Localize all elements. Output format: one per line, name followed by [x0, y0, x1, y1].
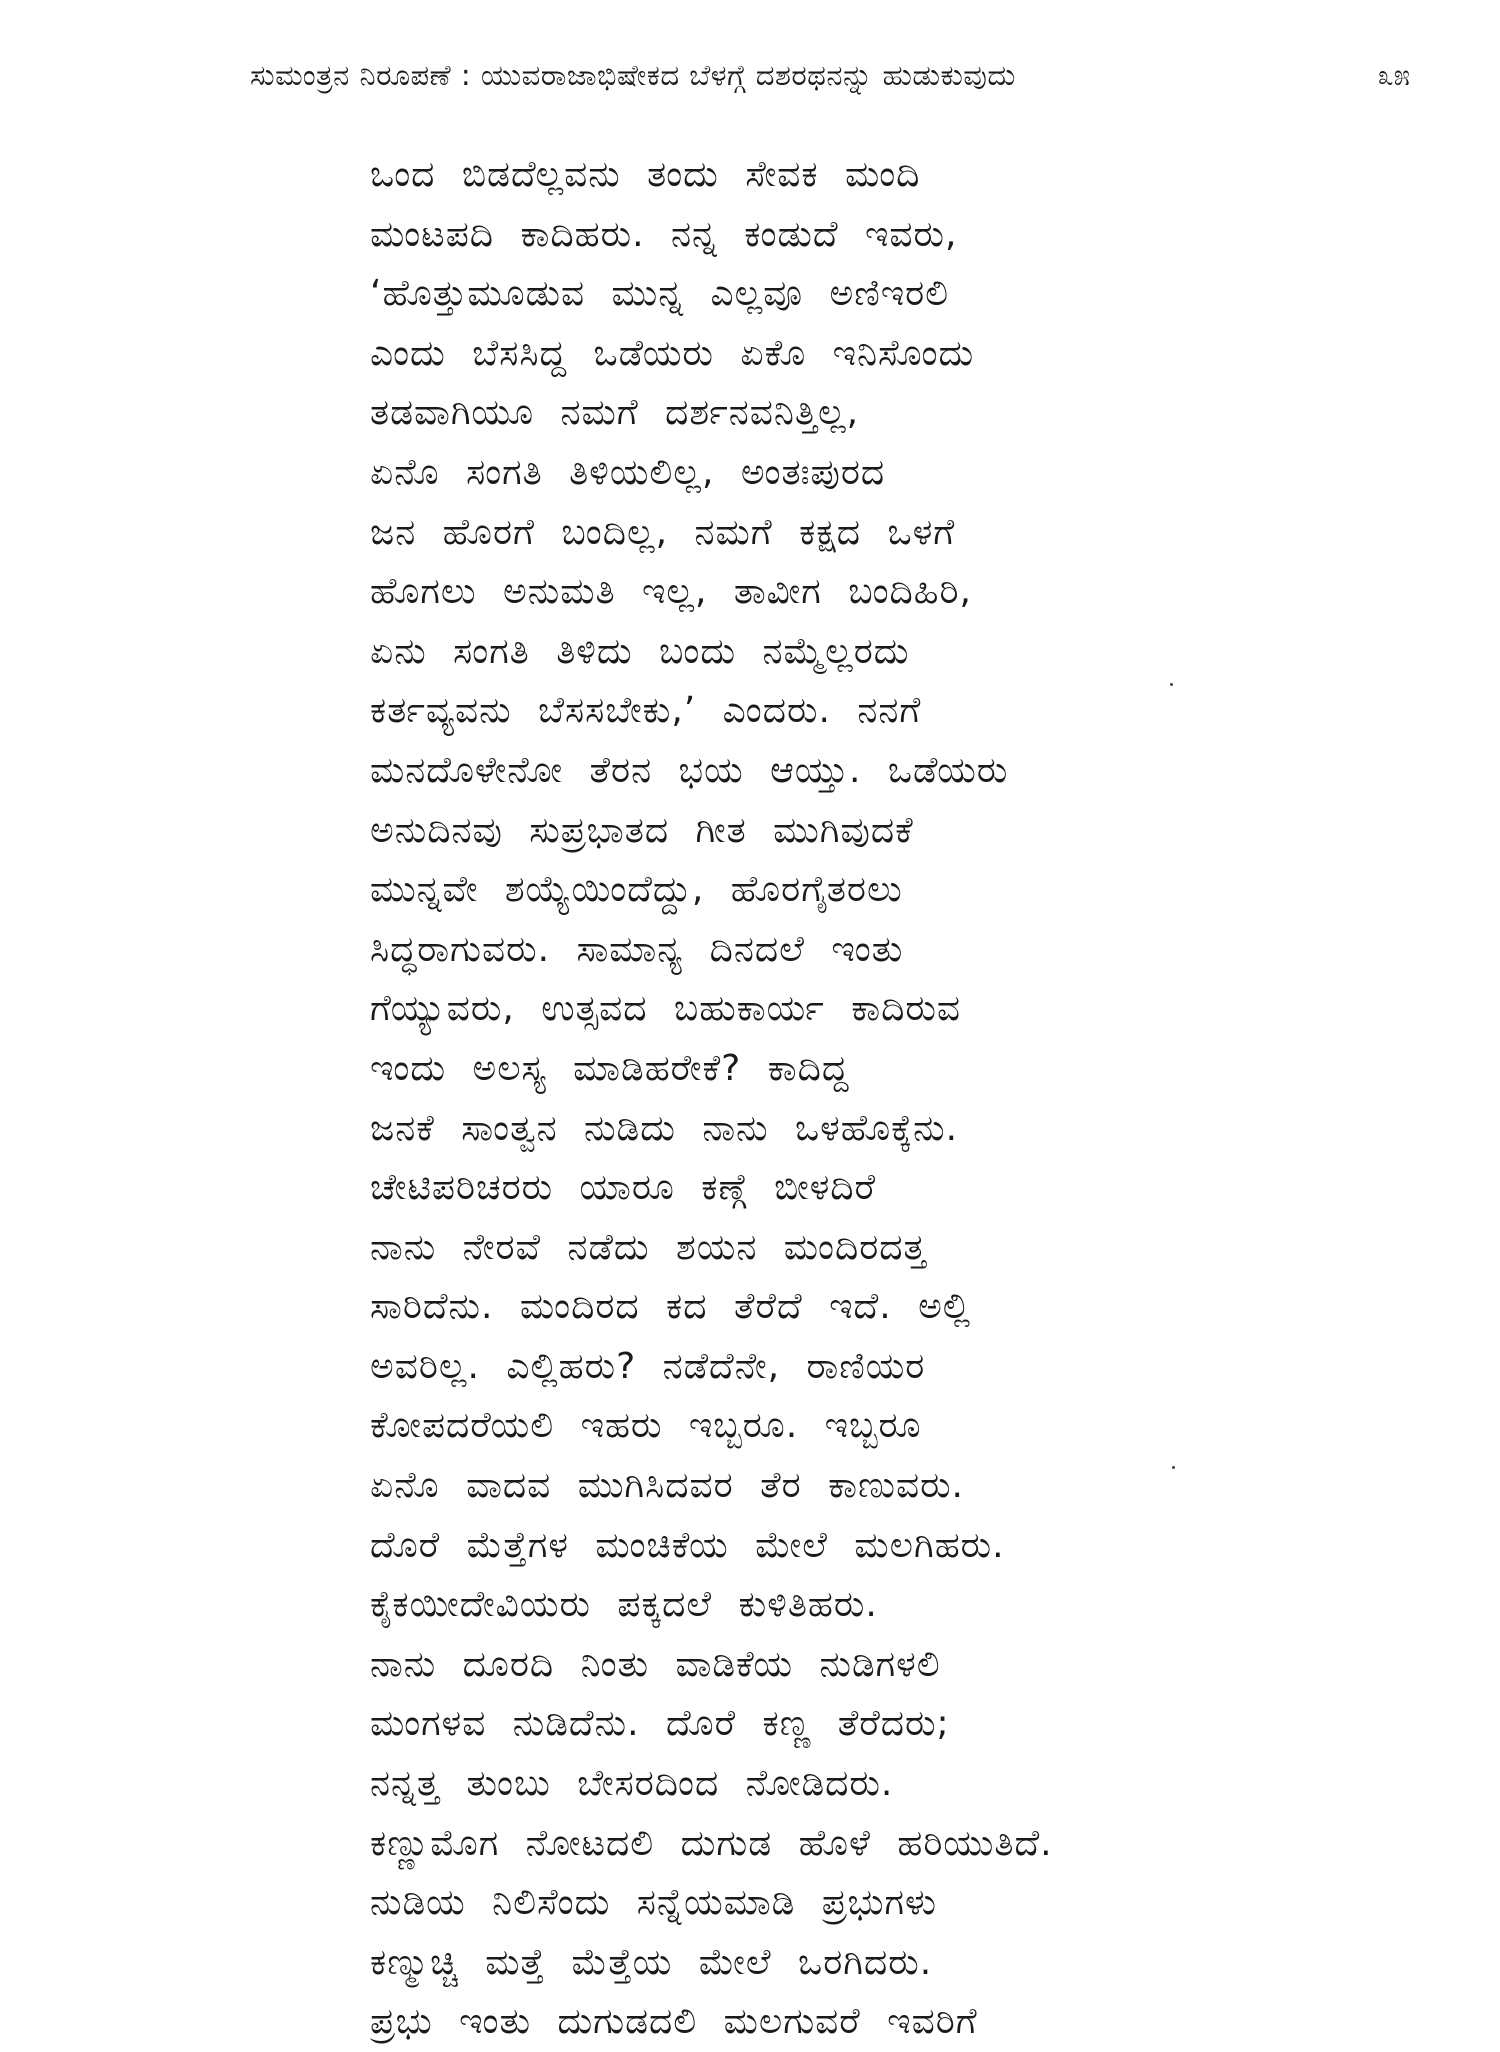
verse-line: ನನ್ನತ್ತ ತುಂಬು ಬೇಸರದಿಂದ ನೋಡಿದರು. — [370, 1763, 894, 1805]
verse-line: ಏನೊ ಸಂಗತಿ ತಿಳಿಯಲಿಲ್ಲ, ಅಂತಃಪುರದ — [370, 451, 886, 493]
verse-line: ನಾನು ದೂರದಿ ನಿಂತು ವಾಡಿಕೆಯ ನುಡಿಗಳಲಿ — [370, 1643, 941, 1685]
verse-line: ಪ್ರಭು ಇಂತು ದುಗುಡದಲಿ ಮಲಗುವರೆ ಇವರಿಗೆ — [370, 2001, 978, 2043]
verse-line: ಇಂದು ಅಲಸ್ಯ ಮಾಡಿಹರೇಕೆ? ಕಾದಿದ್ದ — [370, 1047, 850, 1089]
verse-line: ಕಣ್ಣುಮೊಗ ನೋಟದಲಿ ದುಗುಡ ಹೊಳೆ ಹರಿಯುತಿದೆ. — [370, 1822, 1053, 1864]
verse-line: ಕರ್ತವ್ಯವನು ಬೆಸಸಬೇಕು,’ ಎಂದರು. ನನಗೆ — [370, 690, 922, 732]
verse-line: ‘ಹೊತ್ತುಮೂಡುವ ಮುನ್ನ ಎಲ್ಲವೂ ಅಣಿಇರಲಿ — [370, 273, 950, 315]
verse-line: ಮುನ್ನವೇ ಶಯ್ಯೆಯಿಂದೆದ್ದು, ಹೊರಗೈತರಲು — [370, 869, 903, 911]
verse-line: ಮನದೊಳೇನೋ ತೆರನ ಭಯ ಆಯ್ತು. ಒಡೆಯರು — [370, 749, 1009, 791]
verse-line: ಸಿದ್ಧರಾಗುವರು. ಸಾಮಾನ್ಯ ದಿನದಲೆ ಇಂತು — [370, 928, 904, 970]
scan-speck — [1170, 683, 1173, 686]
verse-line: ಮಂಗಳವ ನುಡಿದೆನು. ದೊರೆ ಕಣ್ಣ ತೆರೆದರು; — [370, 1703, 950, 1745]
verse-line: ನಾನು ನೇರವೆ ನಡೆದು ಶಯನ ಮಂದಿರದತ್ತ — [370, 1226, 927, 1268]
verse-line: ಕೋಪದರೆಯಲಿ ಇಹರು ಇಬ್ಬರೂ. ಇಬ್ಬರೂ — [370, 1405, 922, 1447]
verse-line: ದೊರೆ ಮೆತ್ತೆಗಳ ಮಂಚಿಕೆಯ ಮೇಲೆ ಮಲಗಿಹರು. — [370, 1524, 1005, 1566]
verse-line: ಸಾರಿದೆನು. ಮಂದಿರದ ಕದ ತೆರೆದೆ ಇದೆ. ಅಲ್ಲಿ — [370, 1286, 972, 1328]
verse-line: ಎಂದು ಬೆಸಸಿದ್ದ ಒಡೆಯರು ಏಕೊ ಇನಿಸೊಂದು — [370, 332, 975, 374]
verse-line: ಅವರಿಲ್ಲ. ಎಲ್ಲಿಹರು? ನಡೆದೆನೇ, ರಾಣಿಯರ — [370, 1345, 926, 1387]
verse-line: ತಡವಾಗಿಯೂ ನಮಗೆ ದರ್ಶನವನಿತ್ತಿಲ್ಲ, — [370, 392, 860, 434]
verse-line: ಏನೊ ವಾದವ ಮುಗಿಸಿದವರ ತೆರ ಕಾಣುವರು. — [370, 1465, 965, 1507]
verse-line: ಹೊಗಲು ಅನುಮತಿ ಇಲ್ಲ, ತಾವೀಗ ಬಂದಿಹಿರಿ, — [370, 571, 972, 613]
verse-line: ಗೆಯ್ಯುವರು, ಉತ್ಸವದ ಬಹುಕಾರ್ಯ ಕಾದಿರುವ — [370, 988, 962, 1030]
running-head-title: ಸುಮಂತ್ರನ ನಿರೂಪಣೆ : ಯುವರಾಜಾಭಿಷೇಕದ ಬೆಳಗ್ಗೆ ದಶರಥನನ್ನು ಹುಡುಕುವುದು — [250, 58, 1016, 92]
verse-line: ಏನು ಸಂಗತಿ ತಿಳಿದು ಬಂದು ನಮ್ಮೆಲ್ಲರದು — [370, 630, 910, 672]
verse-line: ಚೇಟಿಪರಿಚರರು ಯಾರೂ ಕಣ್ಗೆ ಬೀಳದಿರೆ — [370, 1167, 877, 1209]
verse-line: ಜನಕೆ ಸಾಂತ್ವನ ನುಡಿದು ನಾನು ಒಳಹೊಕ್ಕೆನು. — [370, 1107, 959, 1149]
page-number: ೩೫ — [1377, 58, 1410, 92]
verse-line: ನುಡಿಯ ನಿಲಿಸೆಂದು ಸನ್ನೆಯಮಾಡಿ ಪ್ರಭುಗಳು — [370, 1882, 937, 1924]
verse-line: ಒಂದ ಬಿಡದೆಲ್ಲವನು ತಂದು ಸೇವಕ ಮಂದಿ — [370, 154, 921, 195]
verse-line: ಕೈಕಯೀದೇವಿಯರು ಪಕ್ಕದಲೆ ಕುಳಿತಿಹರು. — [370, 1584, 878, 1626]
verse-line: ಅನುದಿನವು ಸುಪ್ರಭಾತದ ಗೀತ ಮುಗಿವುದಕೆ — [370, 809, 914, 851]
verse-line: ಜನ ಹೊರಗೆ ಬಂದಿಲ್ಲ, ನಮಗೆ ಕಕ್ಷದ ಒಳಗೆ — [370, 511, 956, 553]
scan-speck — [1172, 1466, 1175, 1469]
poem-text — [370, 145, 1370, 2052]
verse-line: ಕಣ್ಮುಚ್ಚಿ ಮತ್ತೆ ಮೆತ್ತೆಯ ಮೇಲೆ ಒರಗಿದರು. — [370, 1941, 933, 1983]
verse-line: ಮಂಟಪದಿ ಕಾದಿಹರು. ನನ್ನ ಕಂಡುದೆ ಇವರು, — [370, 213, 958, 255]
